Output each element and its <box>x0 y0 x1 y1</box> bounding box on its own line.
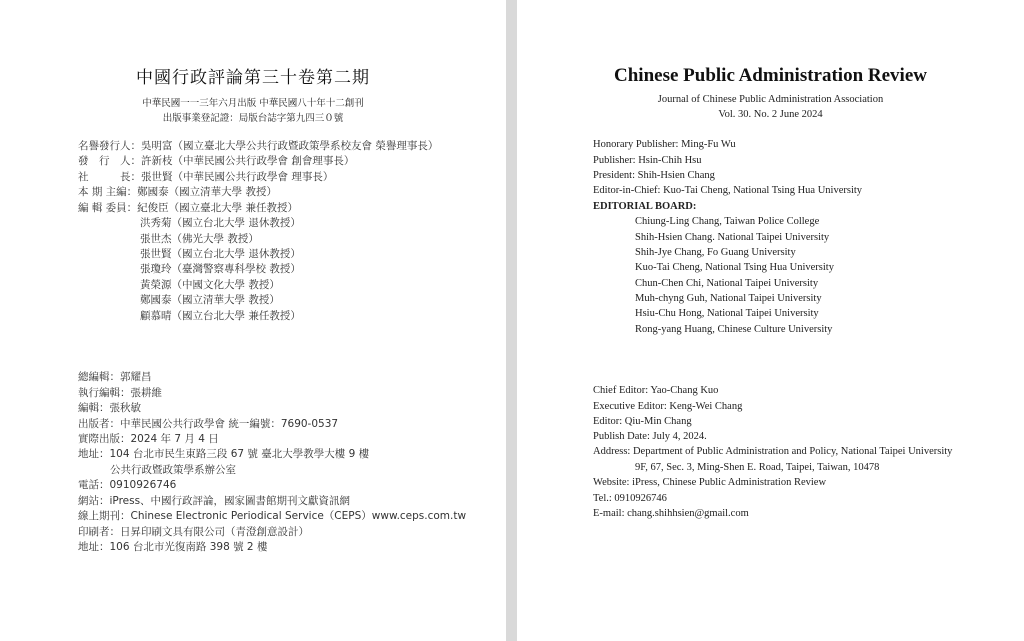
masthead-line: President: Shih-Hsien Chang <box>593 170 715 181</box>
contact-line: 線上期刊：Chinese Electronic Periodical Service（CEPS）www.ceps.com.tw <box>78 510 467 522</box>
board-member: Muh-chyng Guh, National Taipei University <box>635 293 822 304</box>
board-member: Shih-Jye Chang, Fo Guang University <box>635 247 796 258</box>
board-member: Shih-Hsien Chang. National Taipei University <box>635 232 830 243</box>
contact-line: 地址：106 台北市光復南路 398 號 2 樓 <box>78 541 268 553</box>
editorial-line: Editor: Qiu-Min Chang <box>593 416 692 427</box>
editorial-line: 編輯：張秋敏 <box>78 402 141 414</box>
journal-title-english: Chinese Public Administration Review <box>614 65 927 86</box>
contact-line: E-mail: chang.shihhsien@gmail.com <box>593 508 749 519</box>
board-member: Hsiu-Chu Hong, National Taipei University <box>635 308 819 319</box>
english-masthead-page <box>517 0 1024 641</box>
chinese-masthead-page <box>0 0 506 641</box>
editorial-board-heading: EDITORIAL BOARD: <box>593 201 697 212</box>
board-member: 黃榮源（中國文化大學 教授） <box>140 279 280 291</box>
masthead-line: 名譽發行人：吳明富（國立臺北大學公共行政暨政策學系校友會 榮譽理事長） <box>78 140 439 152</box>
registration-info: 出版事業登記證：局版台誌字第九四三０號 <box>162 113 344 124</box>
contact-line: 電話：0910926746 <box>78 479 177 491</box>
editorial-line: Publish Date: July 4, 2024. <box>593 431 707 442</box>
editorial-line: 執行編輯：張耕維 <box>78 387 162 399</box>
board-member: 張世杰（佛光大學 教授） <box>140 233 259 245</box>
volume-info: Vol. 30. No. 2 June 2024 <box>718 109 823 120</box>
editorial-line: Address: Department of Public Administration and Policy, National Taipei University <box>593 446 953 457</box>
masthead-line: 發 行 人：許新枝（中華民國公共行政學會 創會理事長） <box>78 155 355 167</box>
contact-line: 印刷者：日昇印刷文具有限公司（青澄創意設計） <box>78 526 309 538</box>
masthead-line: 社 長：張世賢（中華民國公共行政學會 理事長） <box>78 171 334 183</box>
editorial-line: 出版者：中華民國公共行政學會 統一編號：7690-0537 <box>78 418 339 430</box>
board-member: Kuo-Tai Cheng, National Tsing Hua University <box>635 262 834 273</box>
board-member: 顧慕晴（國立台北大學 兼任教授） <box>140 310 301 322</box>
editorial-line: 地址：104 台北市民生東路三段 67 號 臺北大學教學大樓 9 樓 <box>78 448 370 460</box>
masthead-line: Editor-in-Chief: Kuo-Tai Cheng, National Tsing Hua University <box>593 185 863 196</box>
board-member: Chun-Chen Chi, National Taipei University <box>635 278 819 289</box>
editorial-line: Chief Editor: Yao-Chang Kuo <box>593 385 719 396</box>
masthead-line: 編 輯 委員：紀俊臣（國立臺北大學 兼任教授） <box>78 202 299 214</box>
board-member: 鄭國泰（國立清華大學 教授） <box>140 294 280 306</box>
journal-title-chinese: 中國行政評論第三十卷第二期 <box>136 68 370 88</box>
masthead-line: 本 期 主編：鄭國泰（國立清華大學 教授） <box>78 186 278 198</box>
masthead-line: Publisher: Hsin-Chih Hsu <box>593 155 702 166</box>
masthead-line: Honorary Publisher: Ming-Fu Wu <box>593 139 736 150</box>
board-member: Rong-yang Huang, Chinese Culture University <box>635 324 833 335</box>
publication-info: 中華民國一一三年六月出版 中華民國八十年十二創刊 <box>142 98 364 109</box>
contact-line: Website: iPress, Chinese Public Administration Review <box>593 477 827 488</box>
address-continuation: 9F, 67, Sec. 3, Ming-Shen E. Road, Taipei, Taiwan, 10478 <box>635 462 880 473</box>
editorial-line: 實際出版：2024 年 7 月 4 日 <box>78 433 219 445</box>
contact-line: 網站：iPress、中國行政評論，國家圖書館期刊文獻資訊網 <box>78 495 351 507</box>
board-member: Chiung-Ling Chang, Taiwan Police College <box>635 216 820 227</box>
board-member: 張世賢（國立台北大學 退休教授） <box>140 248 301 260</box>
contact-line: Tel.: 0910926746 <box>593 493 667 504</box>
association-name: Journal of Chinese Public Administration Association <box>657 94 884 105</box>
board-member: 洪秀菊（國立台北大學 退休教授） <box>140 217 301 229</box>
board-member: 張瓊玲（臺灣警察專科學校 教授） <box>140 263 301 275</box>
page-gutter <box>506 0 517 641</box>
editorial-line: Executive Editor: Keng-Wei Chang <box>593 401 743 412</box>
address-continuation: 公共行政暨政策學系辦公室 <box>110 464 236 476</box>
editorial-line: 總編輯：郭耀昌 <box>78 371 152 383</box>
